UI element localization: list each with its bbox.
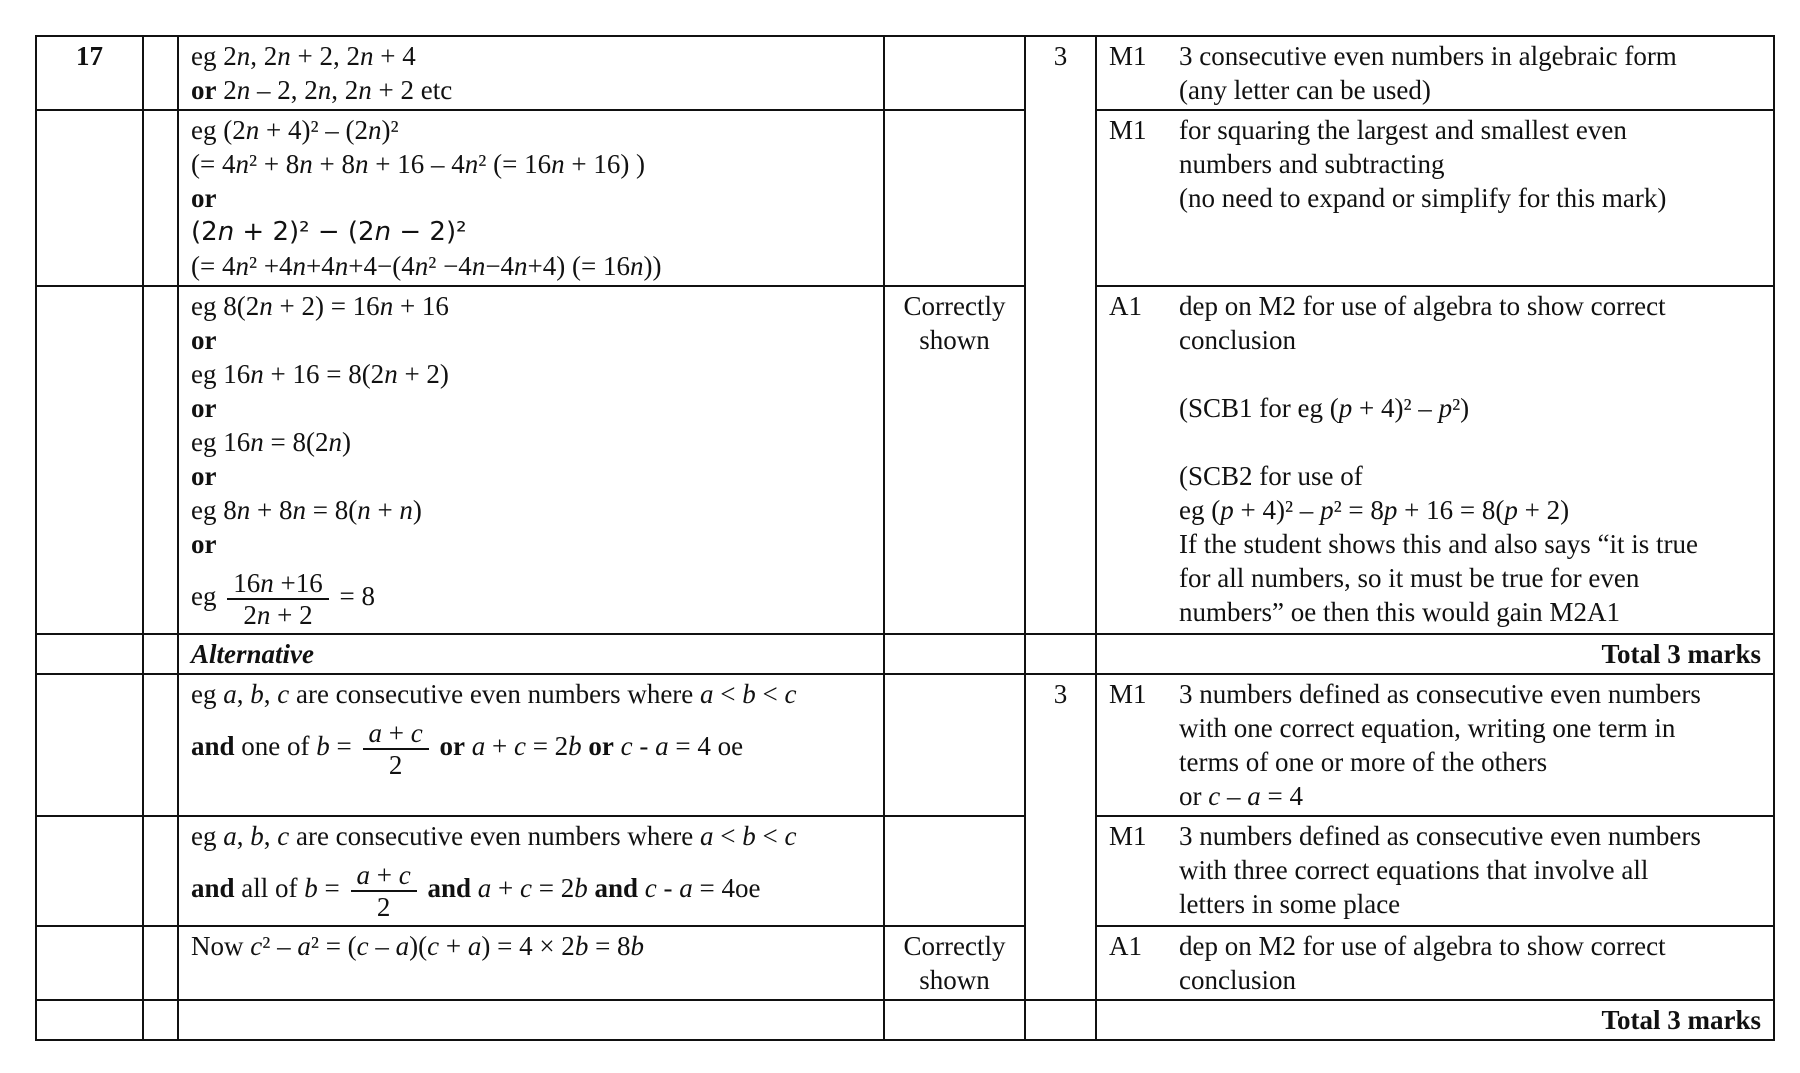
mark-code: M1 bbox=[1109, 115, 1147, 145]
guidance-line: conclusion bbox=[1179, 325, 1296, 355]
guidance-cell bbox=[1096, 816, 1774, 926]
guidance-line: numbers” oe then this would gain M2A1 bbox=[1179, 597, 1620, 627]
working-cell bbox=[178, 1000, 884, 1040]
guidance-line: 3 numbers defined as consecutive even numbers bbox=[1179, 821, 1701, 851]
guidance-cell bbox=[1096, 286, 1774, 634]
sub-part-cell bbox=[143, 36, 178, 110]
question-cell bbox=[36, 926, 143, 1000]
working-fraction-line: and one of b = $\frac{a + c}{2}$ or a + c = 2b or c - a = 4 oe bbox=[191, 717, 744, 780]
guidance-line: eg (p + 4)² – p² = 8p + 16 = 8(p + 2) bbox=[1179, 495, 1570, 525]
guidance-line: (any letter can be used) bbox=[1179, 75, 1431, 105]
question-cell bbox=[36, 816, 143, 926]
sub-part-cell bbox=[143, 926, 178, 1000]
guidance-cell bbox=[1096, 110, 1774, 286]
working-line: eg a, b, c are consecutive even numbers where a < b < c bbox=[191, 679, 797, 709]
guidance-line: dep on M2 for use of algebra to show correct bbox=[1179, 291, 1666, 321]
fraction: $\frac{a + c}{2}$ bbox=[351, 860, 417, 922]
table-row bbox=[36, 816, 1774, 926]
working-cell bbox=[178, 926, 884, 1000]
guidance-line: numbers and subtracting bbox=[1179, 149, 1445, 179]
fraction: $\frac{a + c}{2}$ bbox=[363, 718, 429, 780]
working-cell bbox=[178, 286, 884, 634]
guidance-line: for squaring the largest and smallest even bbox=[1179, 115, 1627, 145]
answer-cell bbox=[884, 36, 1025, 110]
working-line: eg 2n, 2n + 2, 2n + 4 bbox=[191, 41, 416, 71]
fraction: $\frac{16n +16}{2n + 2}$ bbox=[227, 568, 328, 630]
guidance-cell bbox=[1096, 926, 1774, 1000]
working-line: eg 16n = 8(2n) bbox=[191, 427, 351, 457]
working-line: or 2n – 2, 2n, 2n + 2 etc bbox=[191, 75, 453, 105]
working-line: (= 4n² +4n+4n+4−(4n² −4n−4n+4) (= 16n)) bbox=[191, 251, 662, 281]
mark-code: A1 bbox=[1109, 291, 1142, 321]
sub-part-cell bbox=[143, 110, 178, 286]
working-line: or bbox=[191, 183, 217, 213]
alternative-label: Alternative bbox=[191, 639, 314, 669]
working-line: or bbox=[191, 393, 217, 423]
guidance-line: for all numbers, so it must be true for even bbox=[1179, 563, 1640, 593]
guidance-line: (no need to expand or simplify for this mark) bbox=[1179, 183, 1667, 213]
answer-line: shown bbox=[919, 325, 990, 355]
sub-part-cell bbox=[143, 1000, 178, 1040]
guidance-line: with one correct equation, writing one term in bbox=[1179, 713, 1676, 743]
sub-part-cell bbox=[143, 816, 178, 926]
working-cell bbox=[178, 816, 884, 926]
marks-value: 3 bbox=[1053, 41, 1068, 71]
working-line: Now c² – a² = (c – a)(c + a) = 4 × 2b = 8b bbox=[191, 931, 645, 961]
mark-code: M1 bbox=[1109, 679, 1147, 709]
guidance-line: 3 numbers defined as consecutive even numbers bbox=[1179, 679, 1701, 709]
guidance-line: letters in some place bbox=[1179, 889, 1401, 919]
guidance-cell bbox=[1096, 36, 1774, 110]
answer-cell bbox=[884, 286, 1025, 634]
marks-cell bbox=[1025, 36, 1096, 634]
sub-part-cell bbox=[143, 286, 178, 634]
marks-cell bbox=[1025, 1000, 1096, 1040]
table-row bbox=[36, 286, 1774, 634]
working-line: eg a, b, c are consecutive even numbers where a < b < c bbox=[191, 821, 797, 851]
working-cell bbox=[178, 36, 884, 110]
total-marks: Total 3 marks bbox=[1096, 1000, 1774, 1040]
answer-cell bbox=[884, 110, 1025, 286]
answer-cell bbox=[884, 926, 1025, 1000]
working-line: eg 8n + 8n = 8(n + n) bbox=[191, 495, 422, 525]
working-line: (= 4n² + 8n + 8n + 16 – 4n² (= 16n + 16) ) bbox=[191, 149, 646, 179]
guidance-line: 3 consecutive even numbers in algebraic form bbox=[1179, 41, 1677, 71]
sub-part-cell bbox=[143, 674, 178, 816]
working-line: or bbox=[191, 461, 217, 491]
answer-cell bbox=[884, 674, 1025, 816]
working-fraction-line: and all of b = $\frac{a + c}{2}$ and a + c = 2b and c - a = 4oe bbox=[191, 859, 761, 922]
working-cell bbox=[178, 110, 884, 286]
guidance-line: (SCB2 for use of bbox=[1179, 461, 1363, 491]
question-number: 17 bbox=[36, 36, 143, 110]
answer-line: Correctly bbox=[903, 291, 1006, 321]
working-cell bbox=[178, 674, 884, 816]
table-row bbox=[36, 1000, 1774, 1040]
answer-cell bbox=[884, 1000, 1025, 1040]
mark-code: A1 bbox=[1109, 931, 1142, 961]
working-line: (2n + 2)² − (2n − 2)² bbox=[191, 217, 467, 247]
mark-code: M1 bbox=[1109, 41, 1147, 71]
working-line: or bbox=[191, 325, 217, 355]
marks-value: 3 bbox=[1053, 679, 1068, 709]
guidance-line: terms of one or more of the others bbox=[1179, 747, 1548, 777]
answer-cell bbox=[884, 634, 1025, 674]
table-row bbox=[36, 110, 1774, 286]
guidance-line: or c – a = 4 bbox=[1179, 781, 1303, 811]
table-row bbox=[36, 674, 1774, 816]
table-row bbox=[36, 36, 1774, 110]
question-cell bbox=[36, 286, 143, 634]
working-line: eg (2n + 4)² – (2n)² bbox=[191, 115, 399, 145]
alternative-label-cell bbox=[178, 634, 884, 674]
mark-scheme-table bbox=[35, 35, 1775, 1041]
marks-cell bbox=[1025, 674, 1096, 1000]
sub-part-cell bbox=[143, 634, 178, 674]
question-cell bbox=[36, 634, 143, 674]
working-line: or bbox=[191, 529, 217, 559]
question-cell bbox=[36, 1000, 143, 1040]
total-marks: Total 3 marks bbox=[1096, 634, 1774, 674]
question-cell bbox=[36, 674, 143, 816]
marks-cell bbox=[1025, 634, 1096, 674]
guidance-line: with three correct equations that involve all bbox=[1179, 855, 1649, 885]
guidance-line: conclusion bbox=[1179, 965, 1296, 995]
table-row bbox=[36, 634, 1774, 674]
guidance-cell bbox=[1096, 674, 1774, 816]
guidance-line: dep on M2 for use of algebra to show correct bbox=[1179, 931, 1666, 961]
guidance-line: (SCB1 for eg (p + 4)² – p²) bbox=[1179, 393, 1470, 423]
answer-line: Correctly bbox=[903, 931, 1006, 961]
working-line: eg 8(2n + 2) = 16n + 16 bbox=[191, 291, 449, 321]
answer-line: shown bbox=[919, 965, 990, 995]
table-row bbox=[36, 926, 1774, 1000]
answer-cell bbox=[884, 816, 1025, 926]
question-cell bbox=[36, 110, 143, 286]
mark-code: M1 bbox=[1109, 821, 1147, 851]
working-line: eg 16n + 16 = 8(2n + 2) bbox=[191, 359, 449, 389]
working-fraction-line: eg $\frac{16n +16}{2n + 2}$ = 8 bbox=[191, 567, 375, 630]
guidance-line: If the student shows this and also says “it is true bbox=[1179, 529, 1698, 559]
